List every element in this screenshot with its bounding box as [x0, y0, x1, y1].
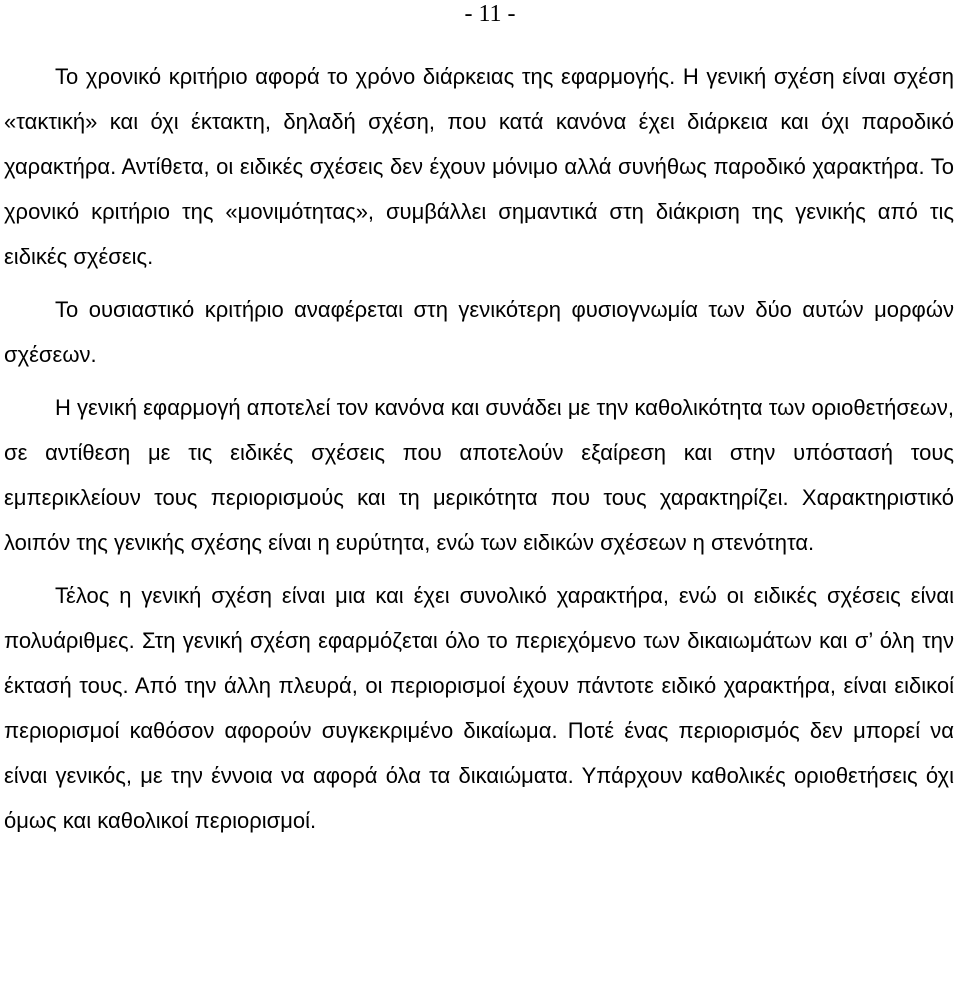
- body-text: [4, 54, 954, 843]
- paragraph-conclusion: Τέλος η γενική σχέση είναι μια και έχει συνολικό χαρακτήρα, ενώ οι ειδικές σχέσεις είναι πολυάριθμες. Στη γενική σχέση εφαρμόζεται όλο το περιεχόμενο των δικαιωμάτων και σ’ όλη την έκτασή τους. Από την άλλη πλευρά, οι περιορισμοί έχουν πάντοτε ειδικό χαρακτήρα, είναι ειδικοί περιορισμοί καθόσον αφορούν συγκεκριμένο δικαίωμα. Ποτέ ένας περιορισμός δεν μπορεί να είναι γενικός, με την έννοια να αφορά όλα τα δικαιώματα. Υπάρχουν καθολικές οριοθετήσεις όχι όμως και καθολικοί περιορισμοί.: [4, 583, 954, 833]
- paragraph-temporal-criterion: Το χρονικό κριτήριο αφορά το χρόνο διάρκειας της εφαρμογής. Η γενική σχέση είναι σχέση «τακτική» και όχι έκτακτη, δηλαδή σχέση, που κατά κανόνα έχει διάρκεια και όχι παροδικό χαρακτήρα. Αντίθετα, οι ειδικές σχέσεις δεν έχουν μόνιμο αλλά συνήθως παροδικό χαρακτήρα. Το χρονικό κριτήριο της «μονιμότητας», συμβάλλει σημαντικά στη διάκριση της γενικής από τις ειδικές σχέσεις.: [4, 64, 954, 269]
- paragraph-general-application: Η γενική εφαρμογή αποτελεί τον κανόνα και συνάδει με την καθολικότητα των οριοθετήσεων, σε αντίθεση με τις ειδικές σχέσεις που αποτελούν εξαίρεση και στην υπόστασή τους εμπερικλείουν τους περιορισμούς και τη μερικότητα που τους χαρακτηρίζει. Χαρακτηριστικό λοιπόν της γενικής σχέσης είναι η ευρύτητα, ενώ των ειδικών σχέσεων η στενότητα.: [4, 395, 954, 555]
- page-number: - 11 -: [464, 1, 516, 27]
- paragraph-substantive-criterion: Το ουσιαστικό κριτήριο αναφέρεται στη γενικότερη φυσιογνωμία των δύο αυτών μορφών σχέσεων.: [4, 297, 954, 367]
